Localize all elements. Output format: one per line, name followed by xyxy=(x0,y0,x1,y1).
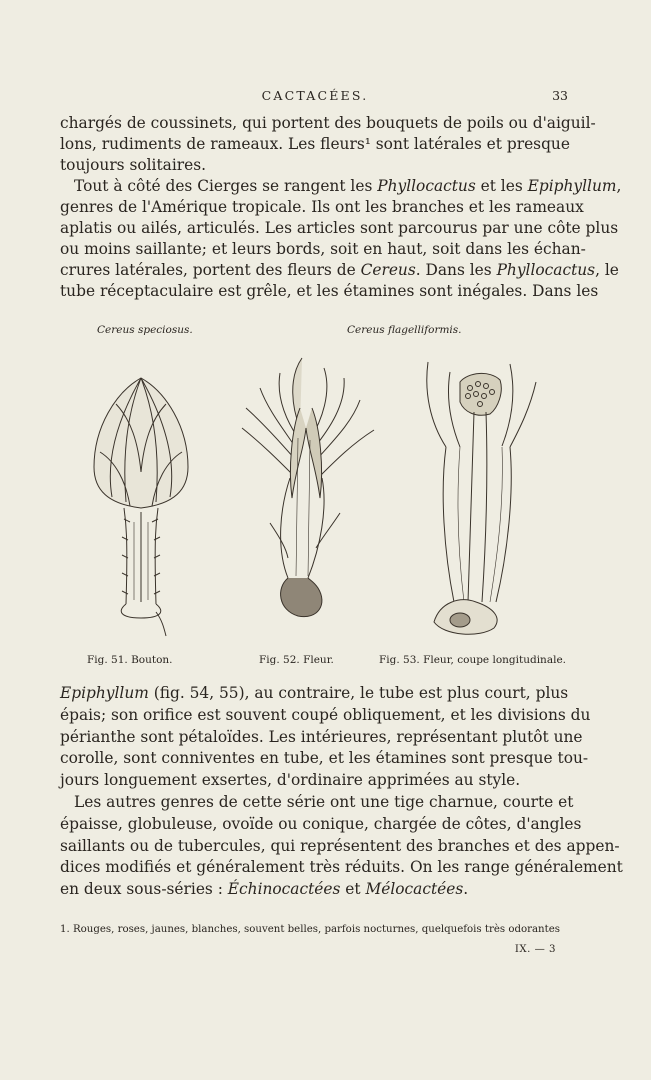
genus-name: Phyllocactus xyxy=(377,177,476,195)
genus-name: Epiphyllum xyxy=(527,177,617,195)
signature-mark: IX. — 3 xyxy=(514,944,556,955)
genus-name: Epiphyllum xyxy=(60,684,149,702)
figure-section-illustration xyxy=(420,352,542,642)
text-line: chargés de coussinets, qui portent des bouquets de poils ou d'aiguil- xyxy=(60,114,596,132)
text-block-bottom xyxy=(60,683,623,901)
text-line: périanthe sont pétaloïdes. Les intérieures, représentant plutôt une xyxy=(60,727,583,746)
text-line: en deux sous-séries : Échinocactées et Mélocactées. xyxy=(60,880,469,899)
figure-caption-52: Fig. 52. Fleur. xyxy=(259,654,334,666)
footnote: 1. Rouges, roses, jaunes, blanches, souvent belles, parfois nocturnes, quelquefois très odorantes xyxy=(60,924,560,935)
figure-bud-illustration xyxy=(86,372,196,638)
genus-name: Phyllocactus xyxy=(496,261,596,279)
figure-caption-53: Fig. 53. Fleur, coupe longitudinale. xyxy=(379,654,566,666)
text-line: Les autres genres de cette série ont une tige charnue, courte et xyxy=(74,792,574,811)
species-caption-left: Cereus speciosus. xyxy=(97,324,193,336)
text-line: jours longuement exsertes, d'ordinaire apprimées au style. xyxy=(60,771,521,790)
text-line: Tout à côté des Cierges se rangent les Phyllocactus et les Epiphyllum, xyxy=(74,177,622,195)
text-line: lons, rudiments de rameaux. Les fleurs¹ sont latérales et presque xyxy=(60,135,570,153)
text-line: tube réceptaculaire est grêle, et les étamines sont inégales. Dans les xyxy=(60,282,599,300)
text-line: Epiphyllum (fig. 54, 55), au contraire, le tube est plus court, plus xyxy=(60,684,569,702)
text-line: corolle, sont conniventes en tube, et les étamines sont presque tou- xyxy=(60,749,589,768)
text-line: dices modifiés et généralement très réduits. On les range généralement xyxy=(60,858,623,877)
page-header xyxy=(60,88,570,108)
text-line: saillants ou de tubercules, qui représentent des branches et des appen- xyxy=(60,836,620,855)
page-number: 33 xyxy=(552,88,568,103)
taxon-name: Mélocactées xyxy=(365,880,464,899)
figure-caption-51: Fig. 51. Bouton. xyxy=(87,654,173,666)
species-caption-right: Cereus flagelliformis. xyxy=(347,324,462,336)
taxon-name: Échinocactées xyxy=(227,880,341,899)
text-line: crures latérales, portent des fleurs de Cereus. Dans les Phyllocactus, le xyxy=(60,261,619,279)
text-line: ou moins saillante; et leurs bords, soit en haut, soit dans les échan- xyxy=(60,240,586,258)
figure-flower-illustration xyxy=(240,348,380,638)
running-title: CACTACÉES. xyxy=(261,88,369,103)
genus-name: Cereus xyxy=(360,261,416,279)
text-line: épais; son orifice est souvent coupé obliquement, et les divisions du xyxy=(60,705,591,724)
text-line: aplatis ou ailés, articulés. Les articles sont parcourus par une côte plus xyxy=(60,219,619,237)
text-line: épaisse, globuleuse, ovoïde ou conique, chargée de côtes, d'angles xyxy=(60,814,582,833)
text-block-top xyxy=(60,113,622,302)
text-line: genres de l'Amérique tropicale. Ils ont les branches et les rameaux xyxy=(60,198,584,216)
text-line: toujours solitaires. xyxy=(60,156,207,174)
